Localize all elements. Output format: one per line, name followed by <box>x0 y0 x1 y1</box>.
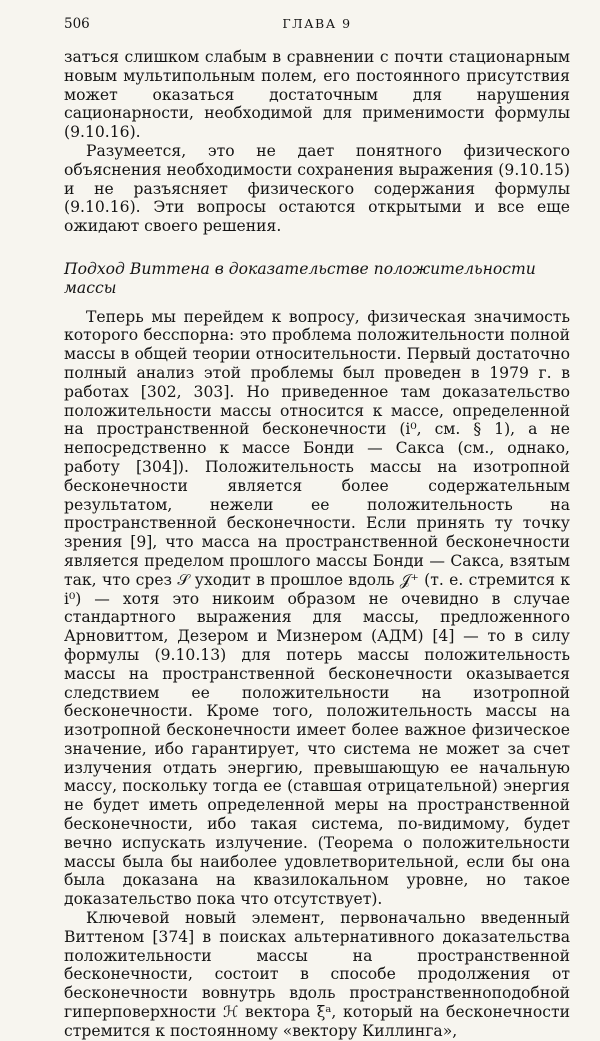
paragraph: затъся слишком слабым в сравнении с почти стационарным новым мультипольным полем, его постоянного присутствия может оказаться достаточным для нарушения сационарности, необходимой для применимости формулы (9.10.16). <box>64 48 570 142</box>
running-head <box>64 16 570 36</box>
body-text <box>64 48 570 1041</box>
paragraph: Ключевой новый элемент, первоначально введенный Виттеном [374] в поисках альтернативного доказательства положительности массы на пространственной бесконечности, состоит в способе продолжения от бесконечности вовнутрь вдоль пространственноподобной гиперповерхности ℋ вектора ξᵃ, который на бесконечности стремится к постоянному «вектору Киллинга», <box>64 909 570 1040</box>
page-number: 506 <box>64 16 90 32</box>
section-heading: Подход Виттена в доказательстве положительности массы <box>64 259 536 297</box>
paragraph: Теперь мы перейдем к вопросу, физическая значимость которого бесспорна: это проблема положительности полной массы в общей теории относительности. Первый достаточно полный анализ этой проблемы был проведен в 1979 г. в работах [302, 303]. Но приведенное там доказательство положительности массы относится к массе, определенной на пространственной бесконечности (i⁰, см. § 1), а не непосредственно к массе Бонди — Сакса (см., однако, работу [304]). Положительность массы на изотропной бесконечности является более содержательным результатом, нежели ее положительность на пространственной бесконечности. Если принять ту точку зрения [9], что масса на пространственной бесконечности является пределом прошлого массы Бонди — Сакса, взятым так, что срез 𝒮 уходит в прошлое вдоль 𝒥⁺ (т. е. стремится к i⁰) — хотя это никоим образом не очевидно в случае стандартного выражения для массы, предложенного Арновиттом, Дезером и Мизнером (АДМ) [4] — то в силу формулы (9.10.13) для потерь массы положительность массы на пространственной бесконечности оказывается следствием ее положительности на изотропной бесконечности. Кроме того, положительность массы на изотропной бесконечности имеет более важное физическое значение, ибо гарантирует, что система не может за счет излучения отдать энергию, превышающую ее начальную массу, поскольку тогда ее (ставшая отрицательной) энергия не будет иметь определенной меры на пространственной бесконечности, ибо такая система, по-видимому, будет вечно испускать излучение. (Теорема о положительности массы была бы наиболее удовлетворительной, если бы она была доказана на квазилокальном уровне, но такое доказательство пока что отсутствует). <box>64 307 570 909</box>
chapter-title: ГЛАВА 9 <box>282 16 352 31</box>
paragraph: Разумеется, это не дает понятного физического объяснения необходимости сохранения выражения (9.10.15) и не разъясняет физического содержания формулы (9.10.16). Эти вопросы остаются открытыми и все еще ожидают своего решения. <box>64 141 570 236</box>
